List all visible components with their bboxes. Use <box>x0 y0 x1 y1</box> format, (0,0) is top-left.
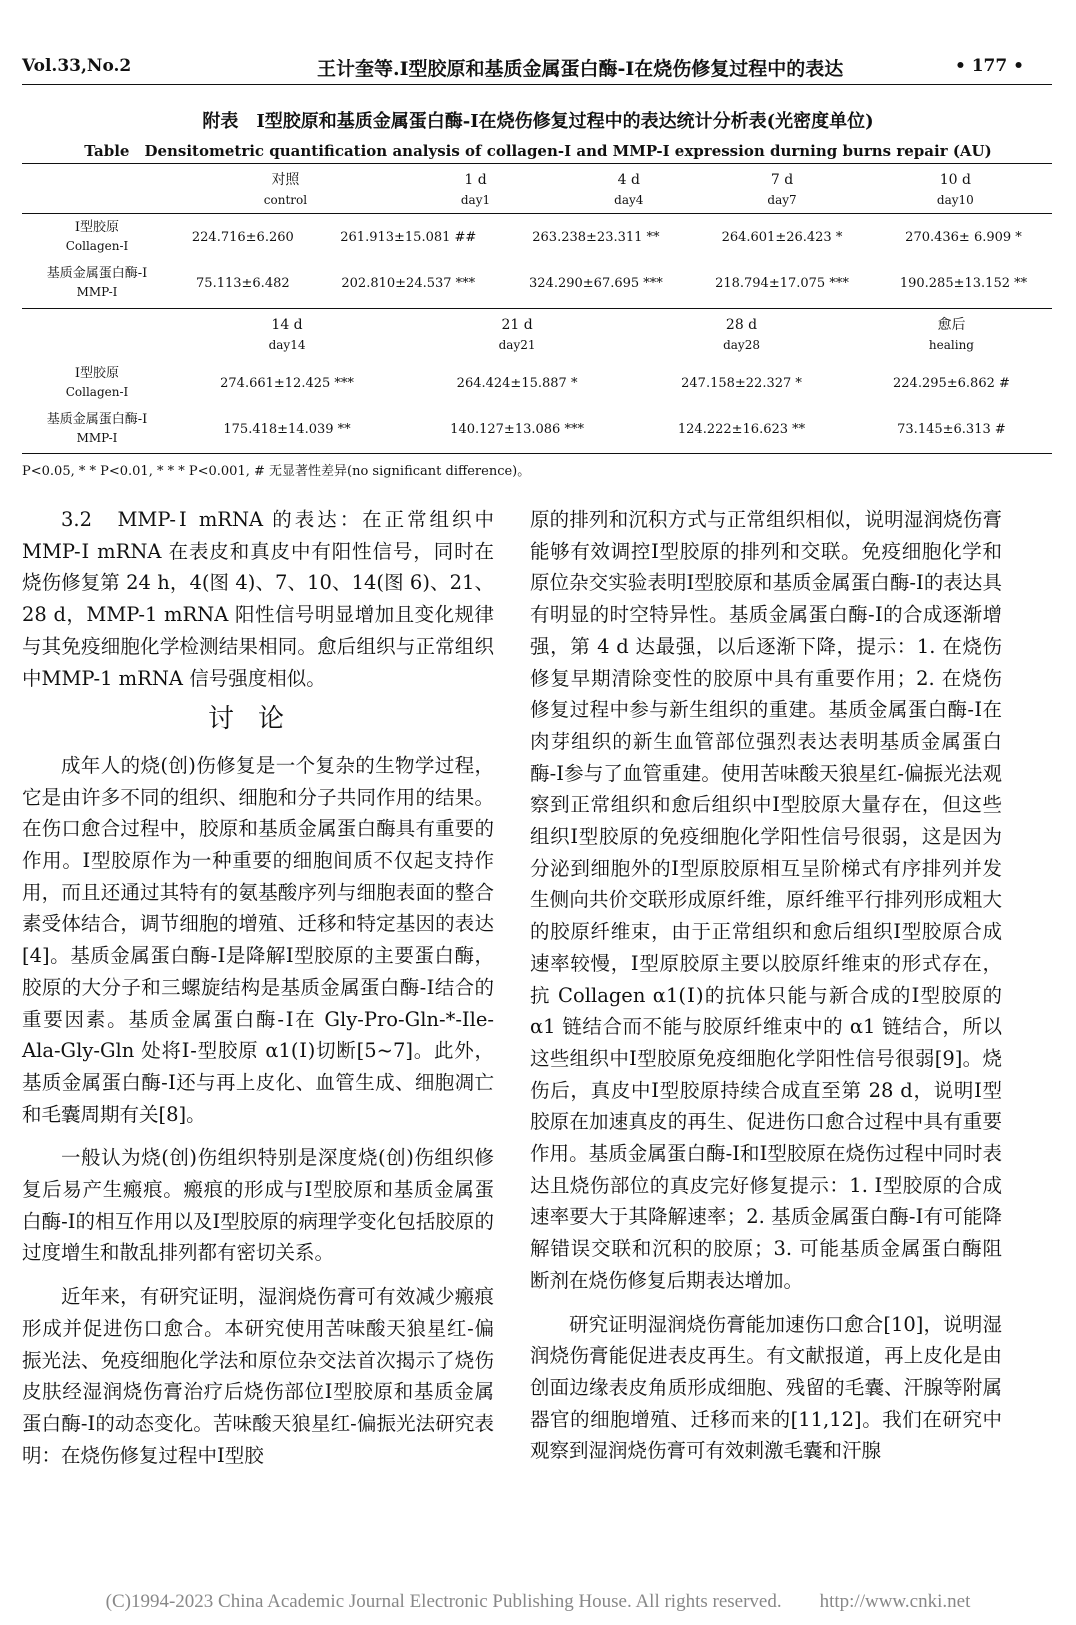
table-cell: 73.145±6.313 # <box>897 421 1006 437</box>
data-table-block1 <box>22 165 1052 215</box>
table-cell: 224.716±6.260 <box>191 229 294 245</box>
row-label: Ⅰ型胶原 Collagen-Ⅰ <box>65 365 129 399</box>
table-footnote: P<0.05, * * P<0.01, * * * P<0.001, # 无显著性差异(no significant difference)。 <box>22 464 531 479</box>
paragraph: 3.2 MMP-Ⅰ mRNA 的表达：在正常组织中MMP-Ⅰ mRNA 在表皮和真皮中有阳性信号，同时在烧伤修复第 24 h，4(图 4)、7、10、14(图 6)、21、28 d，MMP-1 mRNA 阳性信号明显增加且变化规律与其免疫细胞化学检测结果相同。愈后组织与正常组织中MMP-1 mRNA 信号强度相似。 <box>22 508 494 690</box>
table-bottom-rule <box>22 453 1052 454</box>
table-mid-rule <box>22 308 1052 309</box>
table-cell: 202.810±24.537 *** <box>341 275 476 291</box>
table-cell: 140.127±13.086 *** <box>450 421 584 437</box>
paragraph: 研究证明湿润烧伤膏能加速伤口愈合[10]，说明湿润烧伤膏能促进表皮再生。有文献报道，再上皮化是由创面边缘表皮角质形成细胞、残留的毛囊、汗腺等附属器官的细胞增殖、迁移而来的[11,12]。我们在研究中观察到湿润烧伤膏可有效刺激毛囊和汗腺 <box>530 1312 1002 1463</box>
column-header: 7 d day7 <box>767 172 797 207</box>
column-header: 14 d day14 <box>268 317 306 352</box>
table-caption-zh: 附表 Ⅰ型胶原和基质金属蛋白酶-Ⅰ在烧伤修复过程中的表达统计分析表(光密度单位) <box>202 111 874 132</box>
table-header-row <box>22 310 1052 360</box>
table-cell: 75.113±6.482 <box>196 275 290 291</box>
column-header: 愈后 healing <box>928 317 974 352</box>
row-label: 基质金属蛋白酶-Ⅰ MMP-Ⅰ <box>46 265 148 299</box>
running-header <box>22 52 1052 85</box>
column-header: 21 d day21 <box>498 317 536 352</box>
table-cell: 218.794±17.075 *** <box>715 275 849 291</box>
left-column <box>22 504 494 1471</box>
data-table-block2 <box>22 310 1052 452</box>
table-cell: 224.295±6.862 # <box>893 375 1010 391</box>
table-cell: 263.238±23.311 ** <box>532 229 660 245</box>
table-top-rule <box>22 163 1052 164</box>
table-cell: 124.222±16.623 ** <box>677 421 806 437</box>
table-cell: 274.661±12.425 *** <box>220 375 354 391</box>
data-table-block1-body <box>22 214 1052 306</box>
copyright-footer: (C)1994-2023 China Academic Journal Electronic Publishing House. All rights reserved. http://www.cnki.net <box>105 1591 971 1612</box>
table-cell: 261.913±15.081 ## <box>340 229 477 245</box>
section-heading: 讨论 <box>207 704 308 735</box>
paragraph: 原的排列和沉积方式与正常组织相似，说明湿润烧伤膏能够有效调控Ⅰ型胶原的排列和交联。免疫细胞化学和原位杂交实验表明Ⅰ型胶原和基质金属蛋白酶-Ⅰ的表达具有明显的时空特异性。基质金属蛋白酶-Ⅰ的合成逐渐增强，第 4 d 达最强，以后逐渐下降，提示：1. 在烧伤修复早期清除变性的胶原中具有重要作用；2. 在烧伤修复过程中参与新生组织的重建。基质金属蛋白酶-Ⅰ在肉芽组织的新生血管部位强烈表达表明基质金属蛋白酶-Ⅰ参与了血管重建。使用苦味酸天狼星红-偏振光法观察到正常组织和愈后组织中Ⅰ型胶原大量存在，但这些组织Ⅰ型胶原的免疫细胞化学阳性信号很弱，这是因为分泌到细胞外的Ⅰ型原胶原相互呈阶梯式有序排列并发生侧向共价交联形成原纤维，原纤维平行排列形成粗大的胶原纤维束，由于正常组织和愈后组织Ⅰ型胶原合成速率较慢，Ⅰ型原胶原主要以胶原纤维束的形式存在，抗 Collagen α1(Ⅰ)的抗体只能与新合成的Ⅰ型胶原的 α1 链结合而不能与胶原纤维束中的 α1 链结合，所以这些组织中Ⅰ型胶原免疫细胞化学阳性信号很弱[9]。烧伤后，真皮中Ⅰ型胶原持续合成直至第 28 d，说明Ⅰ型胶原在加速真皮的再生、促进伤口愈合过程中具有重要作用。基质金属蛋白酶-Ⅰ和Ⅰ型胶原在烧伤过程中同时表达且烧伤部位的真皮完好修复提示：1. Ⅰ型胶原的合成速率要大于其降解速率；2. 基质金属蛋白酶-Ⅰ有可能降解错误交联和沉积的胶原；3. 可能基质金属蛋白酶阻断剂在烧伤修复后期表达增加。 <box>530 508 1002 1292</box>
table-row <box>22 360 1052 406</box>
table-cell: 324.290±67.695 *** <box>529 275 663 291</box>
running-title: 王计奎等.Ⅰ型胶原和基质金属蛋白酶-Ⅰ在烧伤修复过程中的表达 <box>317 58 844 80</box>
table-row <box>22 406 1052 452</box>
table-cell: 247.158±22.327 * <box>681 375 802 391</box>
table-caption-en: Table Densitometric quantification analysis of collagen-Ⅰ and MMP-Ⅰ expression durning burns repair (AU) <box>84 142 992 160</box>
row-label: Ⅰ型胶原 Collagen-Ⅰ <box>65 219 129 253</box>
column-header: 1 d day1 <box>460 172 491 207</box>
table-header-row <box>22 165 1052 215</box>
row-label: 基质金属蛋白酶-Ⅰ MMP-Ⅰ <box>46 411 148 445</box>
table-cell: 270.436± 6.909 * <box>905 229 1022 245</box>
table-cell: 175.418±14.039 ** <box>223 421 351 437</box>
table-cell: 264.601±26.423 * <box>721 229 843 245</box>
column-header: 10 d day10 <box>936 172 974 207</box>
column-header: 28 d day28 <box>723 317 760 352</box>
table-cell: 190.285±13.152 ** <box>899 275 1028 291</box>
table-cell: 264.424±15.887 * <box>456 375 578 391</box>
page-number: • 177 • <box>954 56 1024 76</box>
right-column <box>530 504 1002 1467</box>
paragraph: 一般认为烧(创)伤组织特别是深度烧(创)伤组织修复后易产生瘢痕。瘢痕的形成与Ⅰ型胶原和基质金属蛋白酶-Ⅰ的相互作用以及Ⅰ型胶原的病理学变化包括胶原的过度增生和散乱排列都有密切关系。 <box>22 1146 494 1265</box>
table-row <box>22 260 1052 306</box>
column-header: 4 d day4 <box>614 172 644 207</box>
table-row <box>22 214 1052 260</box>
paragraph: 近年来，有研究证明，湿润烧伤膏可有效减少瘢痕形成并促进伤口愈合。本研究使用苦味酸天狼星红-偏振光法、免疫细胞化学法和原位杂交法首次揭示了烧伤皮肤经湿润烧伤膏治疗后烧伤部位Ⅰ型胶原和基质金属蛋白酶-Ⅰ的动态变化。苦味酸天狼星红-偏振光法研究表明：在烧伤修复过程中Ⅰ型胶 <box>22 1285 494 1467</box>
column-header: 对照 control <box>263 172 308 207</box>
paragraph: 成年人的烧(创)伤修复是一个复杂的生物学过程，它是由许多不同的组织、细胞和分子共同作用的结果。在伤口愈合过程中，胶原和基质金属蛋白酶具有重要的作用。Ⅰ型胶原作为一种重要的细胞间质不仅起支持作用，而且还通过其特有的氨基酸序列与细胞表面的整合素受体结合，调节细胞的增殖、迁移和特定基因的表达[4]。基质金属蛋白酶-Ⅰ是降解Ⅰ型胶原的主要蛋白酶，胶原的大分子和三螺旋结构是基质金属蛋白酶-Ⅰ结合的重要因素。基质金属蛋白酶-Ⅰ在 Gly-Pro-Gln-*-Ile-Ala-Gly-Gln 处将Ⅰ-型胶原 α1(Ⅰ)切断[5~7]。此外，基质金属蛋白酶-Ⅰ还与再上皮化、血管生成、细胞凋亡和毛囊周期有关[8]。 <box>22 753 494 1126</box>
journal-volume: Vol.33,No.2 <box>22 56 132 76</box>
